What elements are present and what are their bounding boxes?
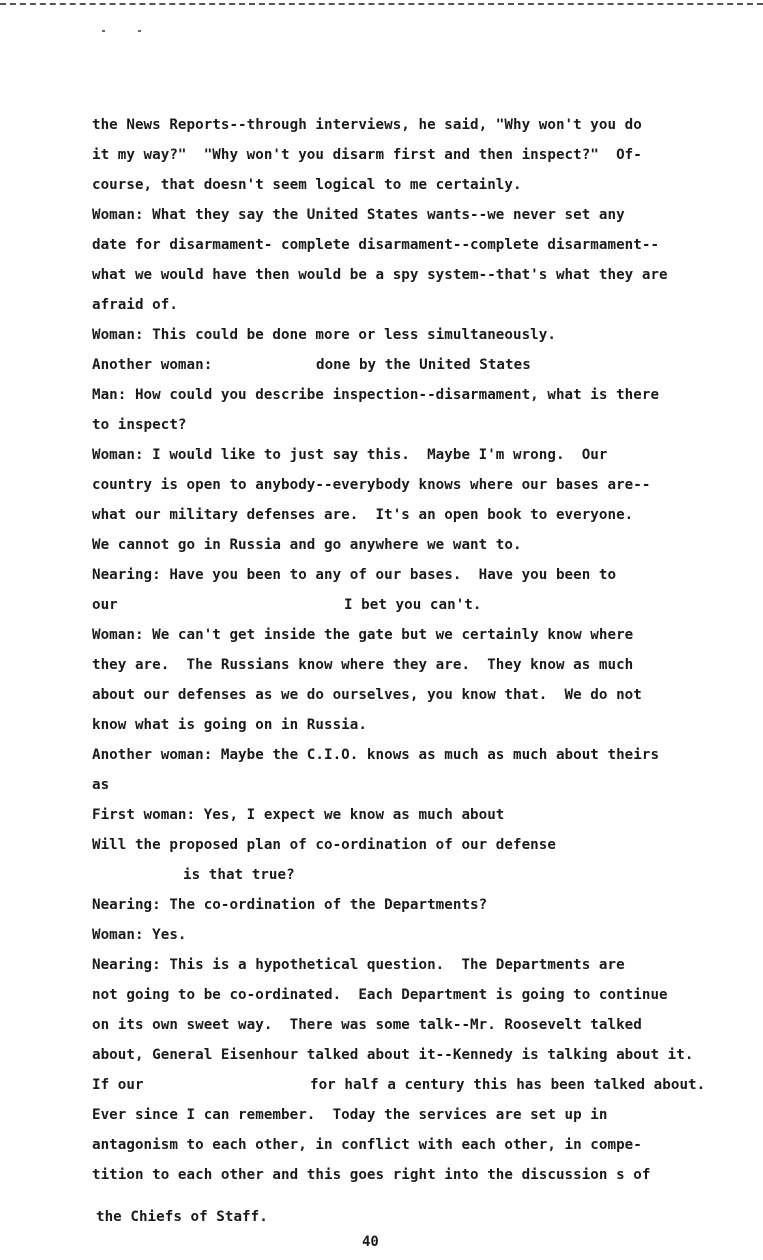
transcript-line: the Chiefs of Staff.	[96, 1209, 268, 1225]
transcript-line: Ever since I can remember. Today the services are set up in	[92, 1107, 608, 1123]
transcript-line: what our military defenses are. It's an open book to everyone.	[92, 507, 634, 523]
transcript-line: First woman: Yes, I expect we know as much about	[92, 807, 505, 823]
transcript-line: tition to each other and this goes right into the discussion s of	[92, 1167, 651, 1183]
transcript-line: about, General Eisenhour talked about it--Kennedy is talking about it.	[92, 1047, 694, 1063]
transcript-line: afraid of.	[92, 297, 178, 313]
transcript-line: date for disarmament- complete disarmament--complete disarmament--	[92, 237, 660, 253]
transcript-line: the News Reports--through interviews, he said, "Why won't you do	[92, 117, 642, 133]
transcript-line: Woman: We can't get inside the gate but we certainly know where	[92, 627, 634, 643]
transcript-line: not going to be co-ordinated. Each Department is going to continue	[92, 987, 668, 1003]
transcript-line: as	[92, 777, 110, 793]
transcript-line: on its own sweet way. There was some talk--Mr. Roosevelt talked	[92, 1017, 642, 1033]
transcript-line-fragment: If our	[92, 1077, 144, 1093]
transcript-line-fragment: for half a century this has been talked about.	[310, 1077, 706, 1093]
transcript-line-indented: is that true?	[183, 867, 295, 883]
transcript-line: Man: How could you describe inspection--disarmament, what is there	[92, 387, 660, 403]
transcript-line: Nearing: Have you been to any of our bases. Have you been to	[92, 567, 617, 583]
transcript-line: they are. The Russians know where they are. They know as much	[92, 657, 634, 673]
transcript-line: Nearing: The co-ordination of the Departments?	[92, 897, 488, 913]
transcript-line-fragment: our	[92, 597, 118, 613]
page-number: 40	[362, 1234, 379, 1250]
transcript-line: Woman: Yes.	[92, 927, 187, 943]
transcript-line: Woman: I would like to just say this. Maybe I'm wrong. Our	[92, 447, 608, 463]
transcript-line: course, that doesn't seem logical to me certainly.	[92, 177, 522, 193]
transcript-line: about our defenses as we do ourselves, you know that. We do not	[92, 687, 642, 703]
transcript-line: We cannot go in Russia and go anywhere we want to.	[92, 537, 522, 553]
transcript-line: know what is going on in Russia.	[92, 717, 367, 733]
transcript-line-fragment: I bet you can't.	[344, 597, 482, 613]
transcript-line-speaker: Another woman:	[92, 357, 213, 373]
top-dashed-rule	[0, 3, 763, 5]
transcript-line: Nearing: This is a hypothetical question. The Departments are	[92, 957, 625, 973]
transcript-line: what we would have then would be a spy system--that's what they are	[92, 267, 668, 283]
transcript-line: antagonism to each other, in conflict with each other, in compe-	[92, 1137, 642, 1153]
transcript-line: country is open to anybody--everybody knows where our bases are--	[92, 477, 651, 493]
transcript-line-fragment: done by the United States	[316, 357, 531, 373]
transcript-line: Woman: What they say the United States wants--we never set any	[92, 207, 625, 223]
transcript-line: it my way?" "Why won't you disarm first and then inspect?" Of-	[92, 147, 642, 163]
transcript-line: to inspect?	[92, 417, 187, 433]
transcript-line: Will the proposed plan of co-ordination of our defense	[92, 837, 556, 853]
transcript-line: Another woman: Maybe the C.I.O. knows as much as much about theirs	[92, 747, 660, 763]
transcript-line: Woman: This could be done more or less simultaneously.	[92, 327, 556, 343]
top-scan-marks	[100, 30, 160, 34]
